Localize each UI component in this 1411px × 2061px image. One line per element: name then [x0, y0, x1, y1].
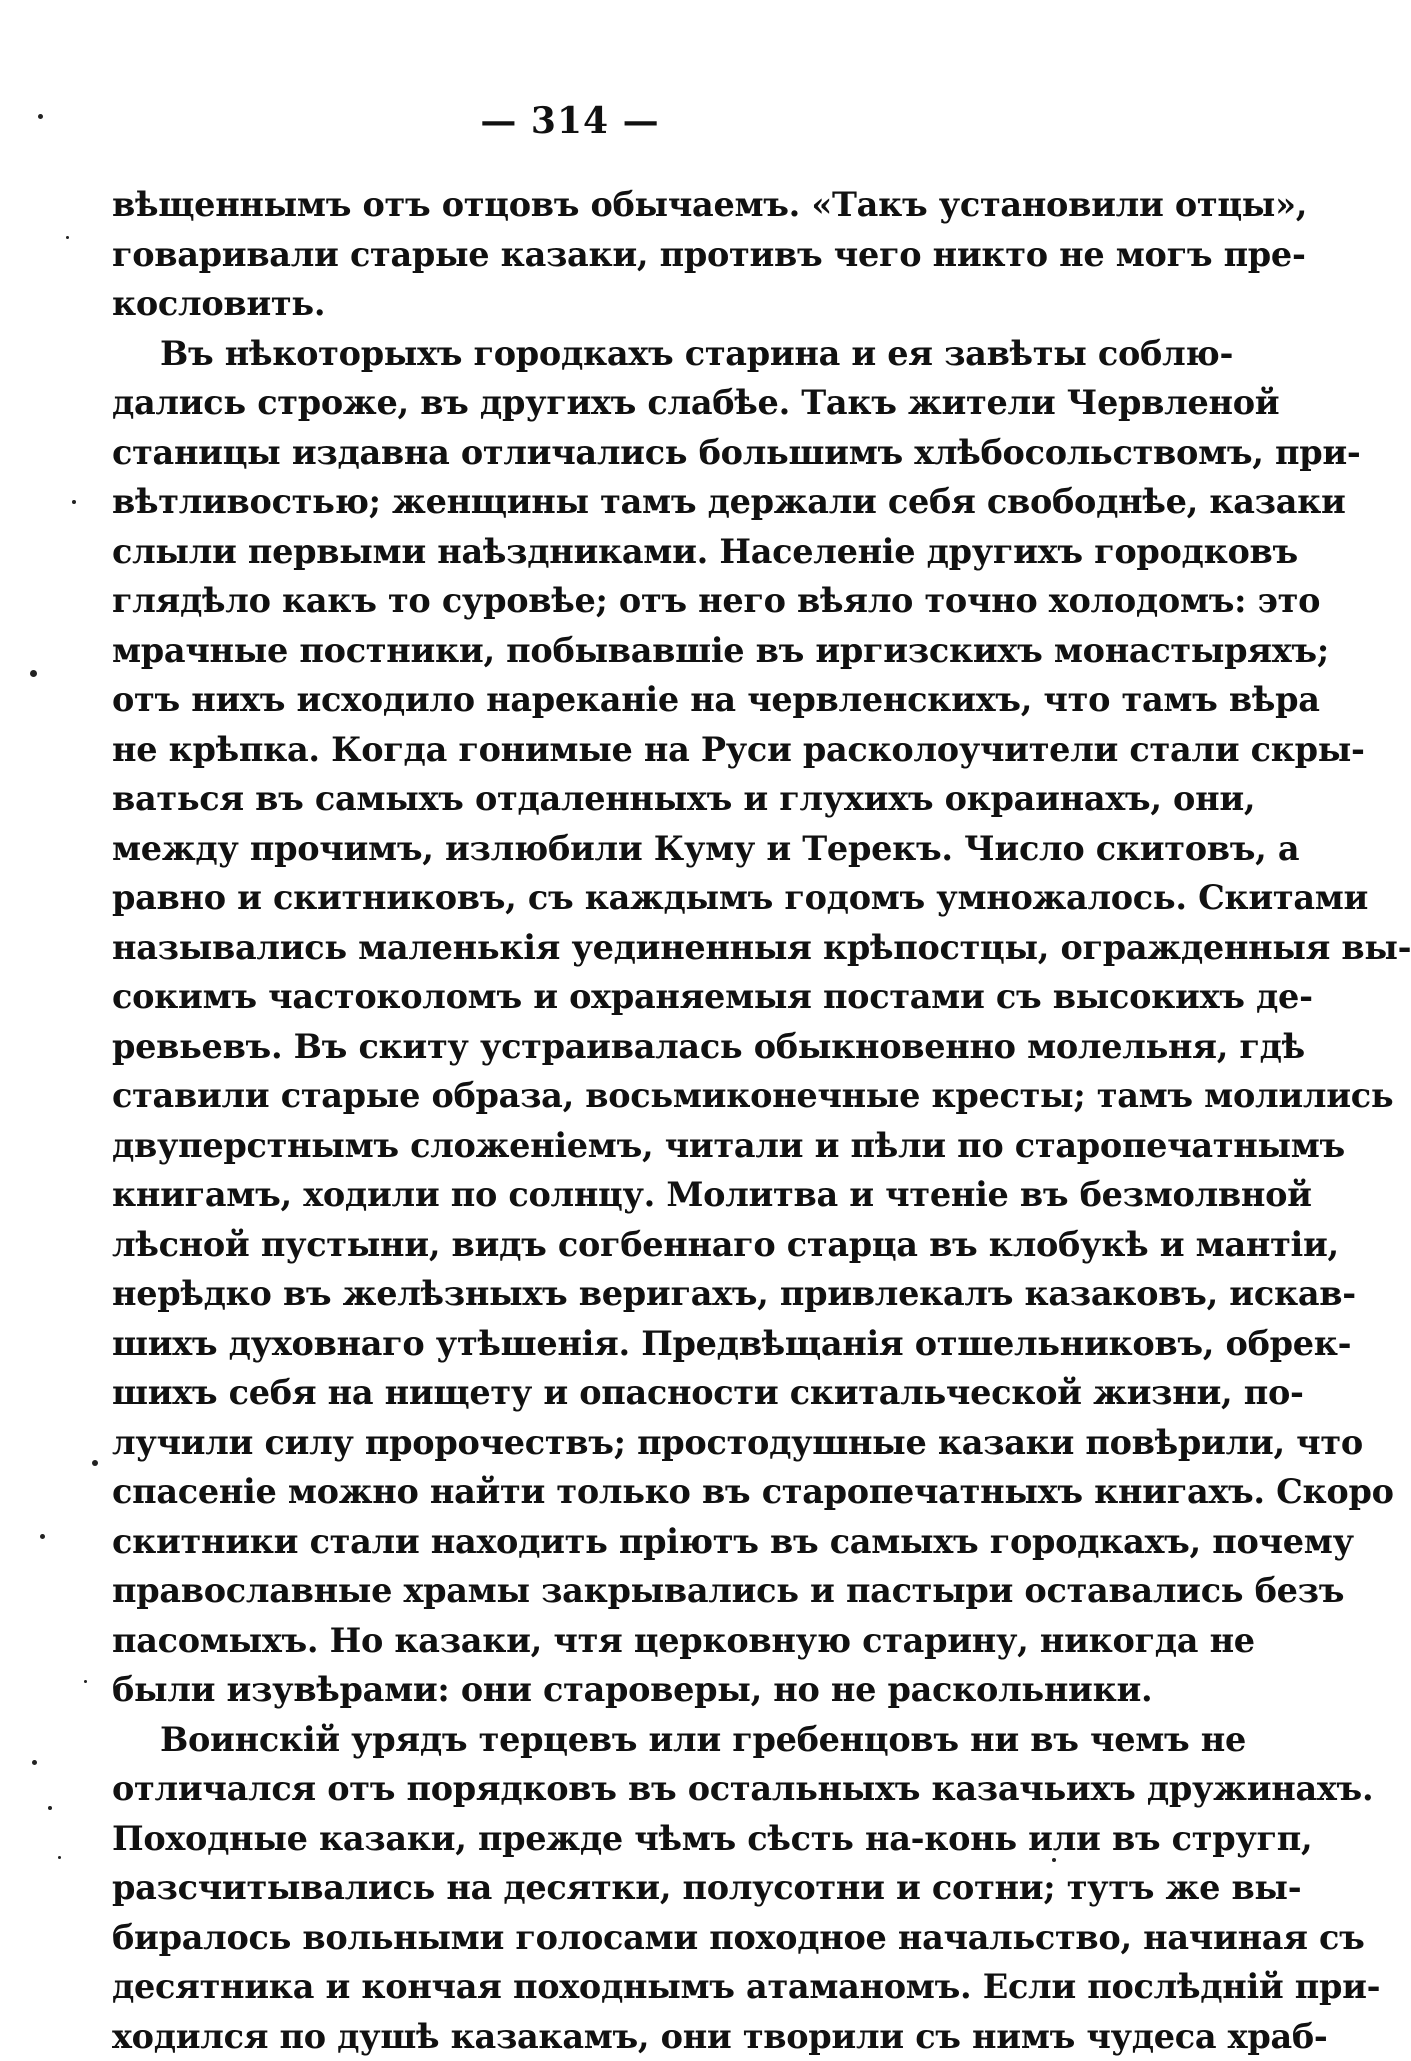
scan-speck	[38, 114, 43, 119]
scan-speck	[92, 1460, 98, 1466]
scan-speck	[1052, 1858, 1056, 1862]
text-line: мрачные постники, побывавшіе въ иргизскихъ монастыряхъ;	[112, 626, 1042, 676]
body-text	[112, 180, 1042, 2061]
text-line: спасеніе можно найти только въ старопечатныхъ книгахъ. Скоро	[112, 1467, 1042, 1517]
text-line: вѣщеннымъ отъ отцовъ обычаемъ. «Такъ установили отцы»,	[112, 180, 1042, 230]
text-line: слыли первыми наѣздниками. Населеніе другихъ городковъ	[112, 527, 1042, 577]
text-line: десятника и кончая походнымъ атаманомъ. Если послѣдній при-	[112, 1962, 1042, 2012]
scan-speck	[32, 1760, 37, 1765]
text-line: разсчитывались на десятки, полусотни и сотни; тутъ же вы-	[112, 1863, 1042, 1913]
scan-speck	[40, 1534, 45, 1539]
text-line: лѣсной пустыни, видъ согбеннаго старца въ клобукѣ и мантіи,	[112, 1220, 1042, 1270]
text-line: равно и скитниковъ, съ каждымъ годомъ умножалось. Скитами	[112, 873, 1042, 923]
page-number: — 314 —	[0, 100, 1140, 142]
scan-speck	[72, 500, 76, 504]
text-line: скитники стали находить пріютъ въ самыхъ городкахъ, почему	[112, 1517, 1042, 1567]
text-line: отъ нихъ исходило нареканіе на червленскихъ, что тамъ вѣра	[112, 675, 1042, 725]
text-line: ставили старые образа, восьмиконечные кресты; тамъ молились	[112, 1071, 1042, 1121]
text-line: дались строже, въ другихъ слабѣе. Такъ жители Червленой	[112, 378, 1042, 428]
text-line: лучили силу пророчествъ; простодушные казаки повѣрили, что	[112, 1418, 1042, 1468]
text-line: назывались маленькія уединенныя крѣпостцы, огражденныя вы-	[112, 923, 1042, 973]
text-line: ваться въ самыхъ отдаленныхъ и глухихъ окраинахъ, они,	[112, 774, 1042, 824]
text-line: Воинскій урядъ терцевъ или гребенцовъ ни въ чемъ не	[112, 1715, 1042, 1765]
text-line: не крѣпка. Когда гонимые на Руси расколоучители стали скры-	[112, 725, 1042, 775]
scan-speck	[84, 1680, 87, 1683]
scan-speck	[66, 236, 69, 239]
text-line: двуперстнымъ сложеніемъ, читали и пѣли по старопечатнымъ	[112, 1121, 1042, 1171]
text-line: православные храмы закрывались и пастыри оставались безъ	[112, 1566, 1042, 1616]
text-line: вѣтливостью; женщины тамъ держали себя свободнѣе, казаки	[112, 477, 1042, 527]
scan-speck	[48, 1806, 52, 1810]
text-line: станицы издавна отличались большимъ хлѣбосольствомъ, при-	[112, 428, 1042, 478]
scan-speck	[30, 670, 37, 677]
text-line: сокимъ частоколомъ и охраняемыя постами съ высокихъ де-	[112, 972, 1042, 1022]
text-line: шихъ духовнаго утѣшенія. Предвѣщанія отшельниковъ, обрек-	[112, 1319, 1042, 1369]
scan-speck	[58, 1856, 61, 1859]
text-line: Въ нѣкоторыхъ городкахъ старина и ея завѣты соблю-	[112, 329, 1042, 379]
text-line: ревьевъ. Въ скиту устраивалась обыкновенно молельня, гдѣ	[112, 1022, 1042, 1072]
text-line: биралось вольными голосами походное начальство, начиная съ	[112, 1913, 1042, 1963]
text-line: книгамъ, ходили по солнцу. Молитва и чтеніе въ безмолвной	[112, 1170, 1042, 1220]
text-line: глядѣло какъ то суровѣе; отъ него вѣяло точно холодомъ: это	[112, 576, 1042, 626]
text-line: были изувѣрами: они староверы, но не раскольники.	[112, 1665, 1042, 1715]
text-line: Походные казаки, прежде чѣмъ сѣсть на-конь или въ стругп,	[112, 1814, 1042, 1864]
text-line: шихъ себя на нищету и опасности скитальческой жизни, по-	[112, 1368, 1042, 1418]
text-line: нерѣдко въ желѣзныхъ веригахъ, привлекалъ казаковъ, искав-	[112, 1269, 1042, 1319]
text-line: пасомыхъ. Но казаки, чтя церковную старину, никогда не	[112, 1616, 1042, 1666]
text-line: отличался отъ порядковъ въ остальныхъ казачьихъ дружинахъ.	[112, 1764, 1042, 1814]
text-line: говаривали старые казаки, противъ чего никто не могъ пре-	[112, 230, 1042, 280]
text-line: кословить.	[112, 279, 1042, 329]
text-line: между прочимъ, излюбили Куму и Терекъ. Число скитовъ, а	[112, 824, 1042, 874]
text-line: ходился по душѣ казакамъ, они творили съ нимъ чудеса храб-	[112, 2012, 1042, 2061]
